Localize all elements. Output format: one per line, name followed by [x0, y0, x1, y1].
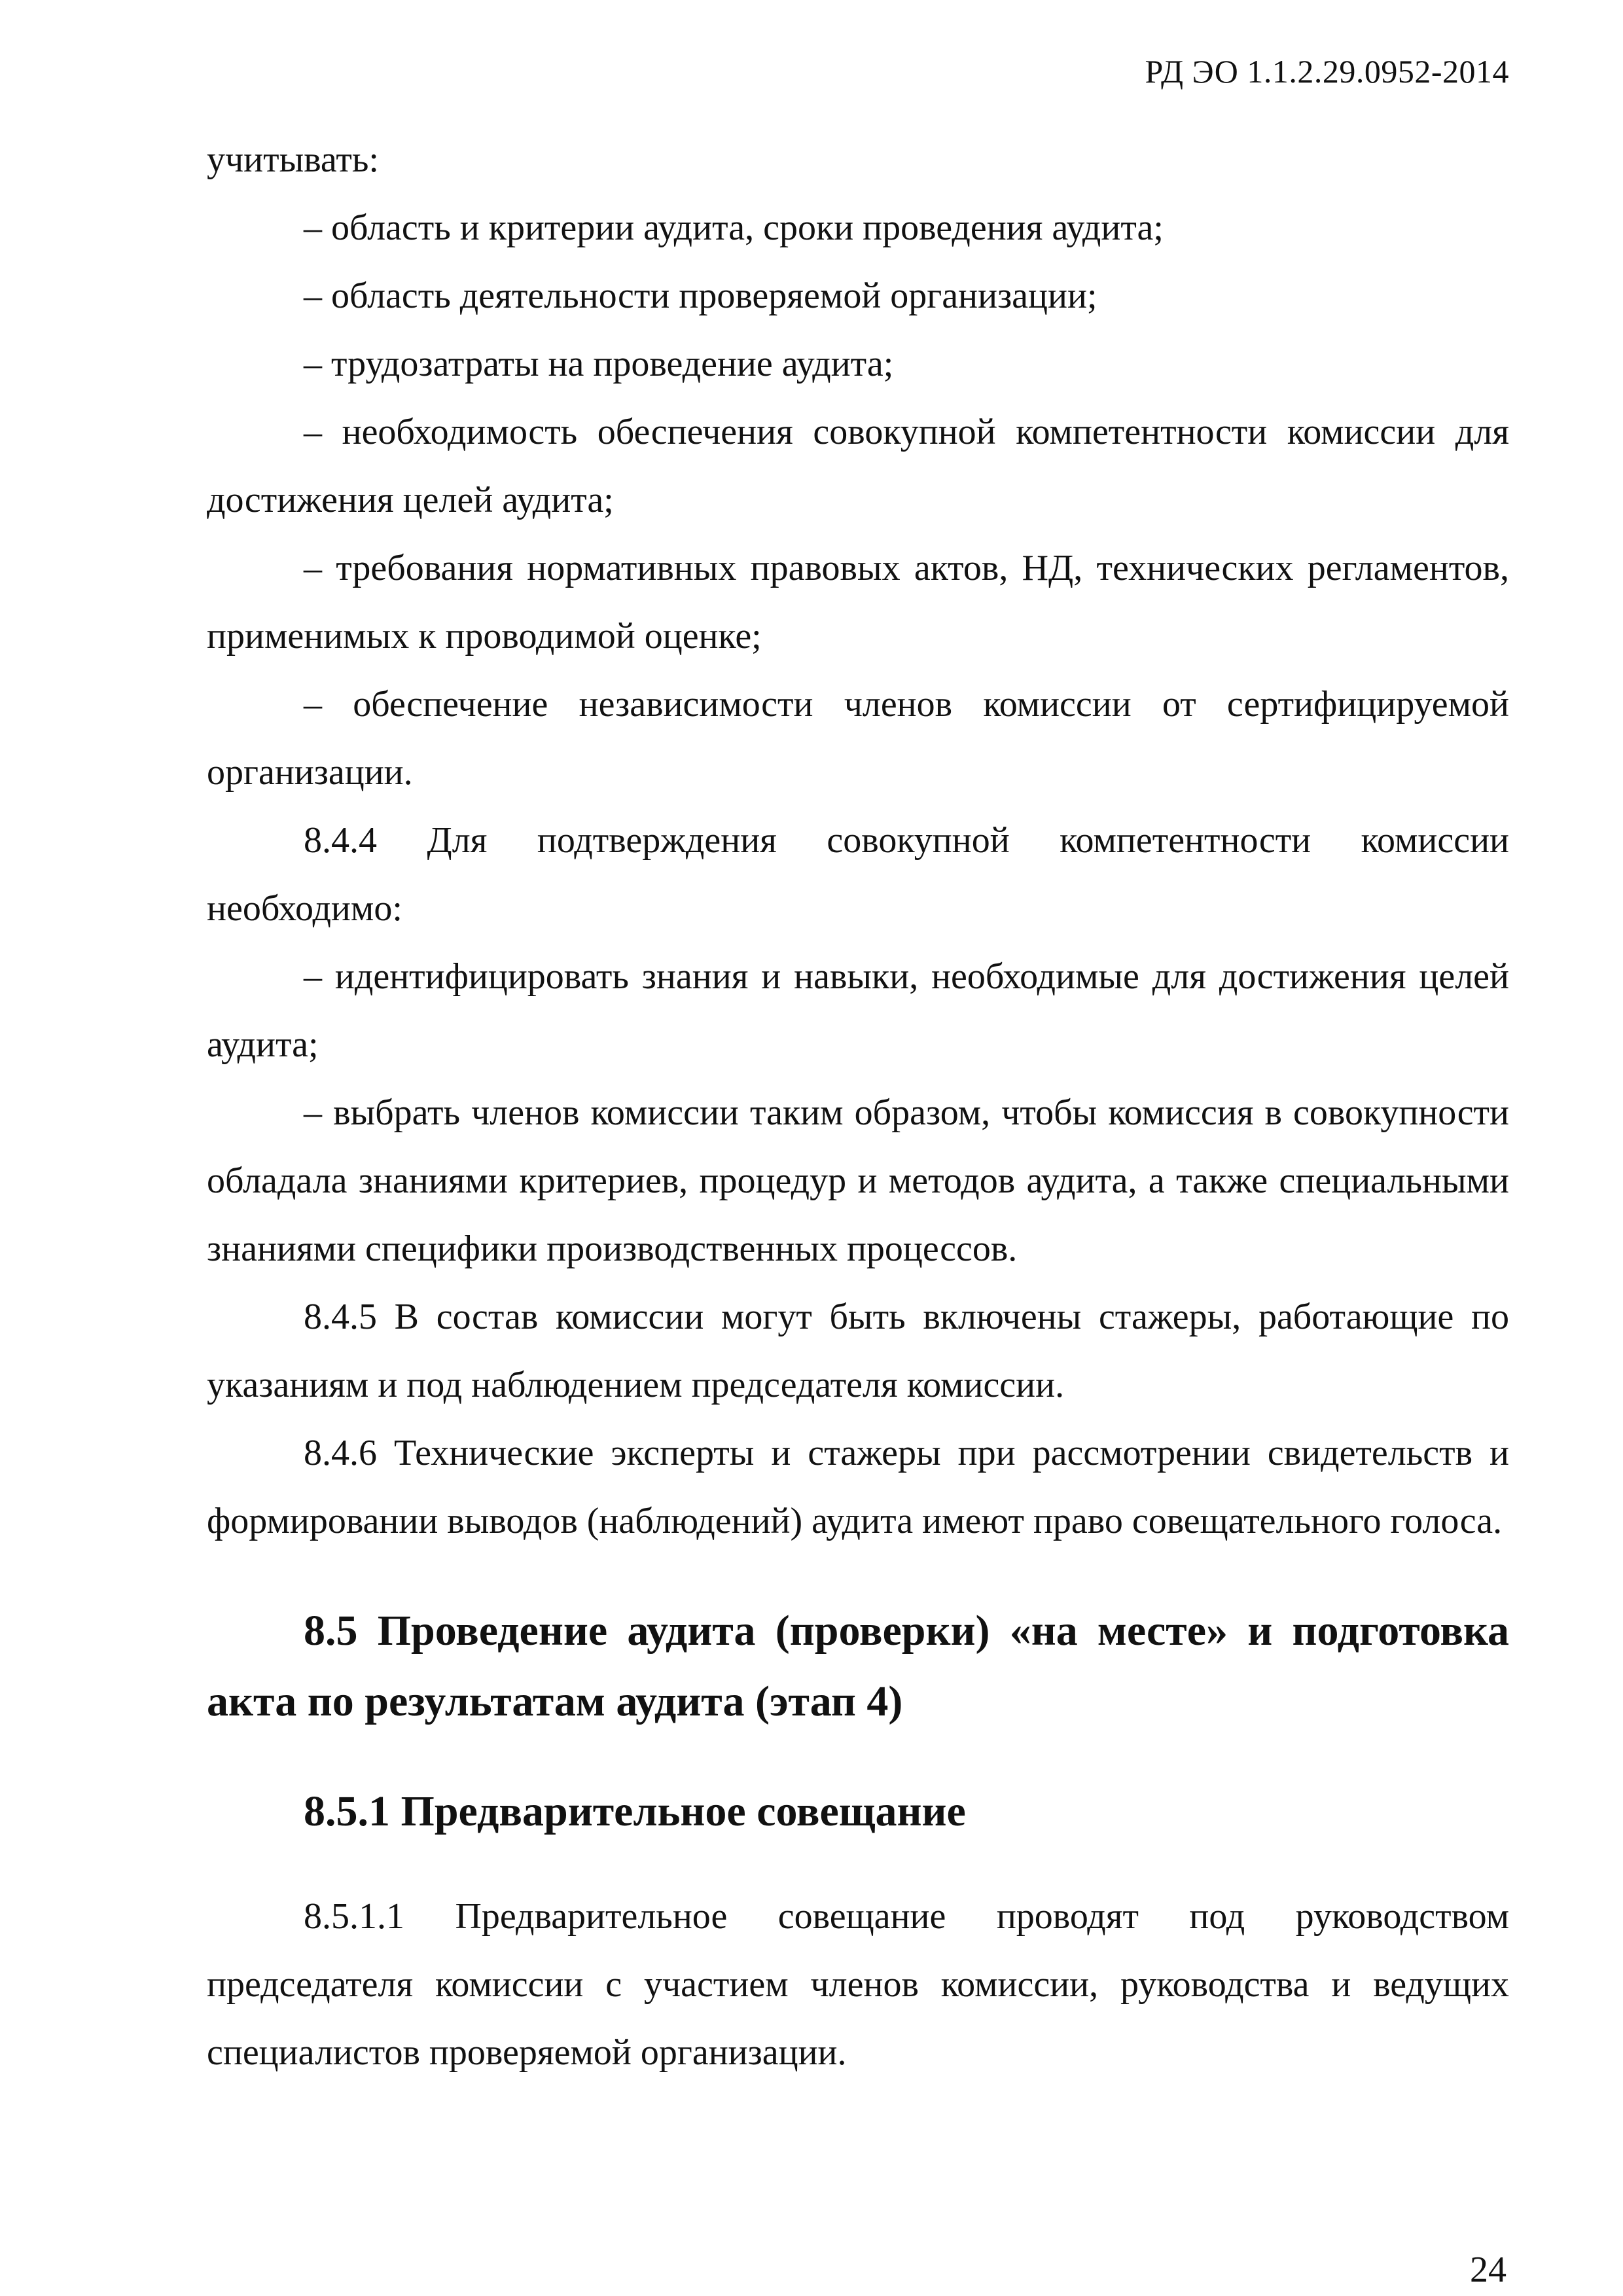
list-item: – необходимость обеспечения совокупной компетентности комиссии для достижения целей аудита; — [207, 412, 1509, 520]
list-item: – идентифицировать знания и навыки, необходимые для достижения целей аудита; — [207, 956, 1509, 1065]
list-item: – область и критерии аудита, сроки проведения аудита; — [304, 207, 1164, 248]
paragraph-continuation: учитывать: — [207, 139, 379, 180]
section-heading-8-5: 8.5 Проведение аудита (проверки) «на месте» и подготовка акта по результатам аудита (этап 4) — [207, 1607, 1509, 1725]
clause-8-5-1-1: 8.5.1.1 Предварительное совещание проводят под руководством председателя комиссии с участием членов комиссии, руководства и ведущих специалистов проверяемой организации. — [207, 1896, 1509, 2073]
list-item: – обеспечение независимости членов комиссии от сертифицируемой организации. — [207, 684, 1509, 793]
list-item: – трудозатраты на проведение аудита; — [304, 344, 894, 384]
list-item: – требования нормативных правовых актов, НД, технических регламентов, применимых к проводимой оценке; — [207, 548, 1509, 656]
clause-8-4-4: 8.4.4 Для подтверждения совокупной компетентности комиссии необходимо: — [207, 820, 1509, 929]
page-number: 24 — [1470, 2250, 1507, 2290]
document-code: РД ЭО 1.1.2.29.0952-2014 — [1145, 53, 1509, 90]
subsection-heading-8-5-1: 8.5.1 Предварительное совещание — [304, 1787, 966, 1835]
list-item: – область деятельности проверяемой организации; — [304, 276, 1097, 316]
list-item: – выбрать членов комиссии таким образом, чтобы комиссия в совокупности обладала знаниями критериев, процедур и методов аудита, а также специальными знаниями специфики производственных процессов. — [207, 1092, 1509, 1269]
clause-8-4-5: 8.4.5 В состав комиссии могут быть включены стажеры, работающие по указаниям и под наблюдением председателя комиссии. — [207, 1297, 1509, 1405]
page-body — [207, 126, 1509, 2087]
clause-8-4-6: 8.4.6 Технические эксперты и стажеры при рассмотрении свидетельств и формировании выводов (наблюдений) аудита имеют право совещательного голоса. — [207, 1433, 1509, 1541]
